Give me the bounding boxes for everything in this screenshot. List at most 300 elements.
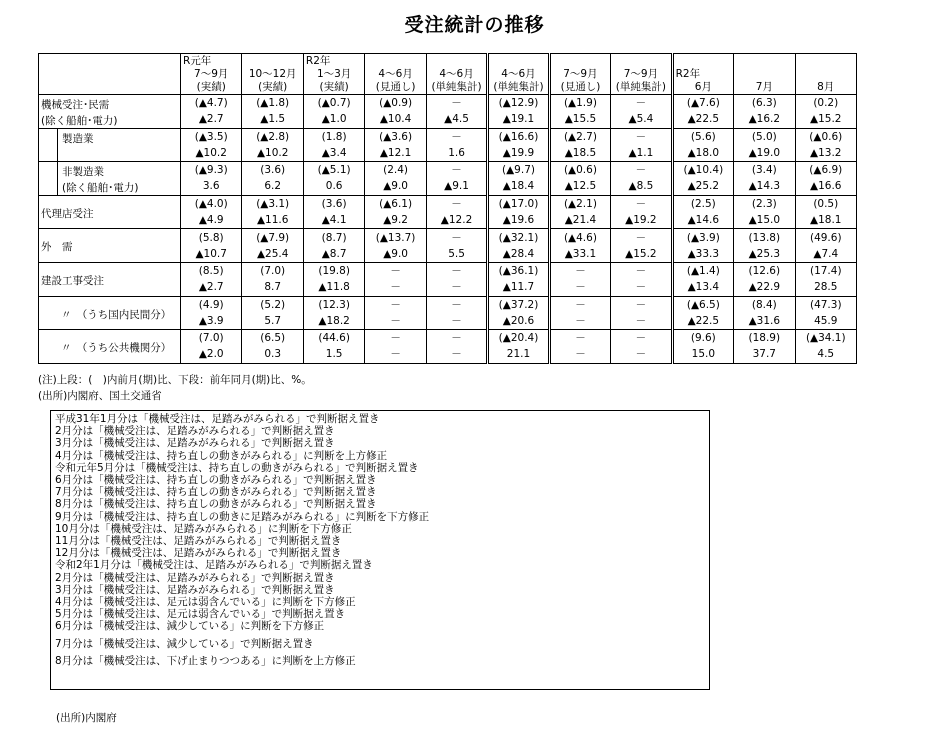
cell-mom-value: (▲6.1)	[379, 198, 413, 211]
cell-mom-value: (49.6)	[809, 231, 842, 244]
cell-yoy-value: 1.6	[448, 146, 465, 159]
assessment-line: 3月分は「機械受注は、足踏みがみられる」で判断据え置き	[55, 583, 335, 596]
table-cell	[549, 128, 610, 162]
cell-yoy-value: ▲9.0	[383, 247, 408, 260]
table-cell	[549, 330, 610, 364]
table-cell	[365, 296, 426, 330]
table-cell	[611, 262, 672, 296]
table-cell	[734, 128, 795, 162]
cell-mom-value: (▲1.4)	[686, 265, 720, 278]
cell-mom-value: (▲0.6)	[809, 130, 843, 143]
assessment-line: 令和元年5月分は「機械受注は、持ち直しの動きがみられる」で判断据え置き	[55, 461, 419, 474]
row-label	[39, 128, 181, 162]
cell-mom-value: －	[635, 97, 647, 110]
cell-yoy-value: －	[451, 281, 462, 294]
table-cell	[488, 262, 549, 296]
cell-mom-value: －	[451, 97, 462, 110]
table-cell	[426, 162, 487, 196]
cell-yoy-value: 15.0	[691, 348, 716, 361]
cell-mom-value: (▲9.3)	[194, 164, 228, 177]
cell-yoy-value: ▲18.4	[502, 180, 535, 193]
row-label-text: 〃 （うち国内民間分）	[61, 308, 172, 321]
cell-yoy-value: ▲20.6	[502, 314, 535, 327]
cell-yoy-value: ▲14.6	[687, 214, 720, 227]
cell-mom-value: (8.7)	[321, 231, 347, 244]
cell-yoy-value: －	[451, 348, 462, 361]
row-label	[39, 296, 181, 330]
table-cell	[242, 296, 303, 330]
table-cell	[426, 195, 487, 229]
row-label-subtext: (除く船舶･電力)	[41, 115, 118, 127]
table-cell	[426, 296, 487, 330]
cell-yoy-value: ▲22.5	[687, 314, 720, 327]
table-cell	[426, 128, 487, 162]
table-row	[39, 195, 857, 229]
table-cell	[549, 195, 610, 229]
table-row	[39, 162, 857, 196]
cell-yoy-value: 6.2	[264, 180, 282, 193]
table-cell	[181, 162, 242, 196]
table-cell	[242, 330, 303, 364]
header-row	[39, 54, 857, 95]
cell-mom-value: －	[390, 332, 401, 345]
cell-mom-value: (▲4.0)	[194, 198, 228, 211]
assessment-line: 3月分は「機械受注は、足踏みがみられる」で判断据え置き	[55, 437, 335, 450]
table-cell	[795, 95, 856, 129]
column-header: 8月	[795, 54, 856, 95]
table-cell	[672, 296, 733, 330]
cell-mom-value: －	[451, 130, 462, 143]
cell-yoy-value: ▲22.9	[748, 281, 781, 294]
row-label-text: 非製造業	[62, 166, 104, 179]
assessment-line: 4月分は「機械受注は、足元は弱含んでいる」に判断を下方修正	[55, 596, 356, 609]
table-cell	[549, 229, 610, 263]
assessment-line: 12月分は「機械受注は、足踏みがみられる」で判断据え置き	[55, 547, 342, 560]
table-cell	[549, 162, 610, 196]
cell-mom-value: (2.3)	[751, 198, 777, 211]
table-cell	[181, 95, 242, 129]
table-cell	[242, 162, 303, 196]
table-cell	[488, 229, 549, 263]
cell-yoy-value: ▲11.7	[502, 281, 535, 294]
cell-mom-value: (3.4)	[751, 164, 777, 177]
cell-yoy-value: －	[635, 348, 647, 361]
cell-yoy-value: 1.5	[325, 348, 343, 361]
cell-yoy-value: ▲18.2	[318, 314, 350, 327]
table-cell	[365, 330, 426, 364]
table-cell	[672, 95, 733, 129]
cell-mom-value: －	[451, 164, 462, 177]
cell-mom-value: (▲6.5)	[686, 298, 720, 311]
cell-mom-value: (▲2.8)	[256, 130, 290, 143]
assessment-line: 6月分は「機械受注は、持ち直しの動きがみられる」で判断据え置き	[55, 474, 377, 487]
cell-mom-value: (▲9.7)	[502, 164, 535, 177]
assessment-line: 10月分は「機械受注は、足踏みがみられる」に判断を下方修正	[55, 522, 352, 535]
cell-mom-value: (▲0.6)	[563, 164, 597, 177]
table-cell	[303, 95, 364, 129]
cell-yoy-value: ▲19.6	[502, 214, 535, 227]
table-cell	[611, 296, 672, 330]
cell-yoy-value: ▲11.8	[318, 281, 350, 294]
cell-yoy-value: ▲19.9	[502, 146, 535, 159]
cell-mom-value: －	[575, 298, 586, 311]
cell-mom-value: －	[635, 298, 647, 311]
column-header: 4～6月 (単純集計)	[488, 54, 549, 95]
cell-yoy-value: 3.6	[202, 180, 220, 193]
table-cell	[242, 128, 303, 162]
cell-yoy-value: ▲13.4	[687, 281, 720, 294]
table-row	[39, 128, 857, 162]
page-title: 受注統計の推移	[404, 14, 545, 36]
cell-yoy-value: 4.5	[817, 348, 835, 361]
cell-mom-value: (▲37.2)	[498, 298, 539, 311]
cell-mom-value: －	[390, 298, 401, 311]
cell-yoy-value: 0.3	[264, 348, 282, 361]
assessment-line: 2月分は「機械受注は、足踏みがみられる」で判断据え置き	[55, 425, 335, 438]
table-cell	[549, 95, 610, 129]
cell-mom-value: (7.0)	[260, 265, 286, 278]
table-cell	[672, 330, 733, 364]
table-cell	[611, 330, 672, 364]
cell-mom-value: (18.9)	[748, 332, 781, 345]
column-header: R2年 1～3月 (実績)	[303, 54, 364, 95]
cell-yoy-value: ▲18.0	[687, 146, 720, 159]
cell-yoy-value: ▲14.3	[748, 180, 781, 193]
cell-yoy-value: ▲10.2	[256, 146, 289, 159]
cell-yoy-value: ▲2.7	[198, 113, 224, 126]
table-cell	[303, 162, 364, 196]
cell-mom-value: (5.6)	[690, 130, 716, 143]
row-label-text: 建設工事受注	[41, 274, 104, 287]
cell-mom-value: －	[635, 231, 647, 244]
cell-yoy-value: ▲33.3	[687, 247, 720, 260]
cell-yoy-value: ▲25.3	[748, 247, 781, 260]
cell-mom-value: (▲1.9)	[563, 97, 597, 110]
table-cell	[611, 229, 672, 263]
cell-mom-value: (▲13.7)	[375, 231, 416, 244]
table-cell	[795, 162, 856, 196]
cell-yoy-value: ▲28.4	[502, 247, 535, 260]
cell-yoy-value: ▲3.9	[198, 314, 224, 327]
cell-yoy-value: ▲4.9	[198, 214, 224, 227]
assessment-line: 令和2年1月分は「機械受注は、足踏みがみられる」で判断据え置き	[55, 559, 373, 572]
table-cell	[426, 229, 487, 263]
cell-mom-value: (5.0)	[751, 130, 777, 143]
cell-mom-value: －	[451, 332, 462, 345]
cell-yoy-value: ▲1.5	[260, 113, 286, 126]
cell-mom-value: (▲3.6)	[379, 130, 413, 143]
table-cell	[242, 195, 303, 229]
table-cell	[734, 330, 795, 364]
table-row	[39, 229, 857, 263]
table-cell	[488, 162, 549, 196]
cell-yoy-value: ▲8.5	[628, 180, 654, 193]
cell-mom-value: (▲16.6)	[498, 130, 539, 143]
cell-mom-value: －	[451, 265, 462, 278]
cell-mom-value: －	[451, 298, 462, 311]
table-cell	[426, 262, 487, 296]
cell-yoy-value: ▲1.0	[321, 113, 347, 126]
table-cell	[181, 195, 242, 229]
cell-yoy-value: ▲12.2	[440, 214, 473, 227]
cell-yoy-value: ▲19.2	[625, 214, 657, 227]
column-header: 10～12月 (実績)	[242, 54, 303, 95]
cell-yoy-value: ▲16.6	[810, 180, 842, 193]
cell-yoy-value: ▲9.2	[383, 214, 408, 227]
table-cell	[365, 128, 426, 162]
table-cell	[795, 330, 856, 364]
row-label-text: 製造業	[62, 132, 94, 145]
cell-mom-value: (▲6.9)	[809, 164, 843, 177]
table-cell	[795, 296, 856, 330]
cell-yoy-value: ▲8.7	[321, 247, 347, 260]
row-label-text: 代理店受注	[41, 207, 94, 220]
cell-mom-value: (19.8)	[318, 265, 350, 278]
table-cell	[795, 262, 856, 296]
table-cell	[303, 262, 364, 296]
cell-yoy-value: ▲15.5	[564, 113, 597, 126]
cell-yoy-value: 0.6	[325, 180, 343, 193]
cell-mom-value: (12.3)	[318, 298, 350, 311]
row-label-text: 〃 （うち公共機関分）	[61, 342, 172, 355]
table-cell	[488, 195, 549, 229]
cell-yoy-value: －	[575, 314, 586, 327]
row-label-text: 外 需	[41, 241, 73, 254]
table-cell	[303, 128, 364, 162]
assessment-line: 8月分は「機械受注は、持ち直しの動きがみられる」で判断据え置き	[55, 498, 377, 511]
cell-yoy-value: －	[451, 314, 462, 327]
cell-yoy-value: ▲18.1	[810, 214, 842, 227]
cell-yoy-value: ▲10.4	[379, 113, 412, 126]
table-cell	[734, 95, 795, 129]
cell-mom-value: (▲5.1)	[317, 164, 351, 177]
cell-yoy-value: ▲19.0	[748, 146, 781, 159]
cell-yoy-value: －	[390, 281, 401, 294]
cell-yoy-value: ▲2.7	[198, 281, 224, 294]
cell-yoy-value: －	[390, 348, 401, 361]
table-row	[39, 296, 857, 330]
cell-mom-value: (▲36.1)	[498, 265, 539, 278]
row-label-subtext: (除く船舶･電力)	[62, 182, 139, 195]
cell-yoy-value: ▲10.7	[195, 247, 227, 260]
cell-mom-value: (3.6)	[321, 198, 347, 211]
cell-mom-value: (▲4.6)	[563, 231, 597, 244]
table-cell	[672, 195, 733, 229]
cell-mom-value: －	[635, 198, 647, 211]
footer-source: (出所)内閣府	[56, 712, 117, 724]
table-cell	[611, 128, 672, 162]
cell-yoy-value: ▲9.0	[383, 180, 408, 193]
cell-mom-value: (2.4)	[383, 164, 409, 177]
assessment-line: 8月分は「機械受注は、下げ止まりつつある」に判断を上方修正	[55, 654, 356, 667]
cell-mom-value: (13.8)	[748, 231, 781, 244]
orders-statistics-table	[38, 53, 857, 364]
cell-mom-value: (8.5)	[198, 265, 224, 278]
cell-yoy-value: ▲18.5	[564, 146, 597, 159]
column-header: R2年 6月	[672, 54, 733, 95]
cell-yoy-value: ▲11.6	[256, 214, 289, 227]
column-header: R元年 7～9月 (実績)	[181, 54, 242, 95]
table-cell	[181, 229, 242, 263]
table-row	[39, 95, 857, 129]
cell-yoy-value: ▲16.2	[748, 113, 781, 126]
column-header: 7～9月 (見通し)	[549, 54, 610, 95]
cell-mom-value: (5.8)	[198, 231, 224, 244]
table-cell	[549, 262, 610, 296]
row-label	[39, 262, 181, 296]
cell-mom-value: (▲20.4)	[498, 332, 539, 345]
cell-yoy-value: ▲21.4	[564, 214, 597, 227]
row-label	[39, 162, 181, 196]
table-cell	[181, 330, 242, 364]
table-cell	[181, 262, 242, 296]
cell-yoy-value: ▲4.1	[321, 214, 347, 227]
table-cell	[303, 296, 364, 330]
table-note: (注)上段：( )内前月(期)比、下段：前年同月(期)比、%。	[38, 374, 312, 386]
cell-mom-value: (7.0)	[198, 332, 224, 345]
assessment-history-box	[50, 410, 710, 690]
cell-mom-value: (▲1.8)	[256, 97, 290, 110]
cell-yoy-value: ▲1.1	[628, 146, 654, 159]
row-label	[39, 330, 181, 364]
cell-yoy-value: 45.9	[814, 314, 838, 327]
cell-mom-value: (▲4.7)	[194, 97, 228, 110]
assessment-line: 11月分は「機械受注は、足踏みがみられる」で判断据え置き	[55, 535, 342, 548]
cell-mom-value: (▲3.1)	[256, 198, 290, 211]
table-cell	[611, 162, 672, 196]
cell-yoy-value: －	[635, 281, 647, 294]
cell-mom-value: (▲17.0)	[498, 198, 539, 211]
cell-mom-value: (0.2)	[813, 97, 839, 110]
cell-mom-value: (▲7.6)	[686, 97, 720, 110]
cell-yoy-value: ▲5.4	[628, 113, 654, 126]
cell-mom-value: (▲12.9)	[498, 97, 539, 110]
cell-mom-value: (44.6)	[318, 332, 350, 345]
cell-mom-value: (▲0.9)	[379, 97, 413, 110]
cell-yoy-value: ▲15.0	[748, 214, 781, 227]
table-cell	[242, 262, 303, 296]
cell-yoy-value: －	[635, 314, 647, 327]
table-cell	[672, 229, 733, 263]
table-cell	[365, 95, 426, 129]
table-cell	[303, 229, 364, 263]
cell-mom-value: －	[575, 265, 586, 278]
header-corner	[39, 54, 181, 95]
cell-mom-value: (47.3)	[809, 298, 842, 311]
cell-mom-value: (▲3.5)	[194, 130, 228, 143]
cell-mom-value: (3.6)	[260, 164, 286, 177]
cell-yoy-value: ▲22.5	[687, 113, 720, 126]
cell-yoy-value: ▲3.4	[321, 146, 347, 159]
table-cell	[488, 330, 549, 364]
assessment-line: 平成31年1月分は「機械受注は、足踏みがみられる」で判断据え置き	[55, 413, 380, 425]
cell-mom-value: －	[451, 231, 462, 244]
row-label	[39, 229, 181, 263]
cell-yoy-value: 28.5	[814, 281, 838, 294]
cell-mom-value: －	[575, 332, 586, 345]
cell-mom-value: (▲0.7)	[317, 97, 351, 110]
cell-mom-value: (2.5)	[690, 198, 716, 211]
cell-mom-value: (1.8)	[321, 130, 347, 143]
table-cell	[672, 162, 733, 196]
table-cell	[549, 296, 610, 330]
cell-yoy-value: ▲15.2	[625, 247, 657, 260]
table-cell	[181, 296, 242, 330]
table-cell	[365, 195, 426, 229]
table-cell	[795, 229, 856, 263]
cell-mom-value: (▲2.7)	[563, 130, 597, 143]
assessment-line: 4月分は「機械受注は、持ち直しの動きがみられる」に判断を上方修正	[55, 449, 388, 462]
row-label-text: 機械受注･民需	[41, 99, 110, 111]
table-cell	[672, 128, 733, 162]
assessment-line: 2月分は「機械受注は、足踏みがみられる」で判断据え置き	[55, 571, 335, 584]
cell-yoy-value: ▲25.4	[256, 247, 289, 260]
cell-yoy-value: －	[575, 281, 586, 294]
cell-yoy-value: －	[575, 348, 586, 361]
cell-mom-value: (▲7.9)	[256, 231, 290, 244]
table-cell	[365, 262, 426, 296]
table-cell	[611, 195, 672, 229]
cell-mom-value: (5.2)	[260, 298, 286, 311]
cell-mom-value: －	[635, 332, 647, 345]
table-cell	[365, 229, 426, 263]
table-cell	[242, 229, 303, 263]
table-cell	[488, 95, 549, 129]
cell-yoy-value: ▲2.0	[198, 348, 224, 361]
assessment-line: 7月分は「機械受注は、持ち直しの動きがみられる」で判断据え置き	[55, 486, 377, 499]
table-cell	[734, 229, 795, 263]
cell-yoy-value: ▲12.5	[564, 180, 597, 193]
cell-yoy-value: ▲10.2	[195, 146, 227, 159]
cell-yoy-value: ▲15.2	[810, 113, 842, 126]
cell-yoy-value: 21.1	[506, 348, 531, 361]
row-label	[39, 95, 181, 129]
cell-mom-value: (8.4)	[751, 298, 777, 311]
cell-mom-value: (▲32.1)	[498, 231, 539, 244]
table-cell	[181, 128, 242, 162]
cell-yoy-value: 5.7	[264, 314, 282, 327]
table-cell	[611, 95, 672, 129]
assessment-line: 9月分は「機械受注は、持ち直しの動きに足踏みがみられる」に判断を下方修正	[55, 510, 430, 523]
cell-yoy-value: 8.7	[264, 281, 282, 294]
table-cell	[672, 262, 733, 296]
table-cell	[488, 128, 549, 162]
cell-yoy-value: ▲12.1	[379, 146, 412, 159]
column-header: 7～9月 (単純集計)	[611, 54, 672, 95]
assessment-line: 6月分は「機械受注は、減少している」に判断を下方修正	[55, 620, 325, 633]
table-source: (出所)内閣府、国土交通省	[38, 390, 162, 402]
cell-mom-value: (▲10.4)	[683, 164, 724, 177]
cell-mom-value: －	[635, 265, 647, 278]
cell-mom-value: －	[635, 130, 647, 143]
row-label	[39, 195, 181, 229]
cell-yoy-value: ▲31.6	[748, 314, 781, 327]
table-cell	[426, 330, 487, 364]
assessment-line: 7月分は「機械受注は、減少している」で判断据え置き	[55, 637, 314, 650]
table-row	[39, 330, 857, 364]
cell-mom-value: (▲2.1)	[563, 198, 597, 211]
cell-mom-value: (4.9)	[198, 298, 224, 311]
table-cell	[734, 195, 795, 229]
cell-mom-value: (▲3.9)	[686, 231, 720, 244]
cell-mom-value: －	[390, 265, 401, 278]
cell-mom-value: (12.6)	[748, 265, 781, 278]
cell-yoy-value: －	[390, 314, 401, 327]
cell-yoy-value: ▲7.4	[813, 247, 839, 260]
cell-yoy-value: ▲33.1	[564, 247, 597, 260]
table-cell	[365, 162, 426, 196]
cell-mom-value: (6.5)	[260, 332, 286, 345]
